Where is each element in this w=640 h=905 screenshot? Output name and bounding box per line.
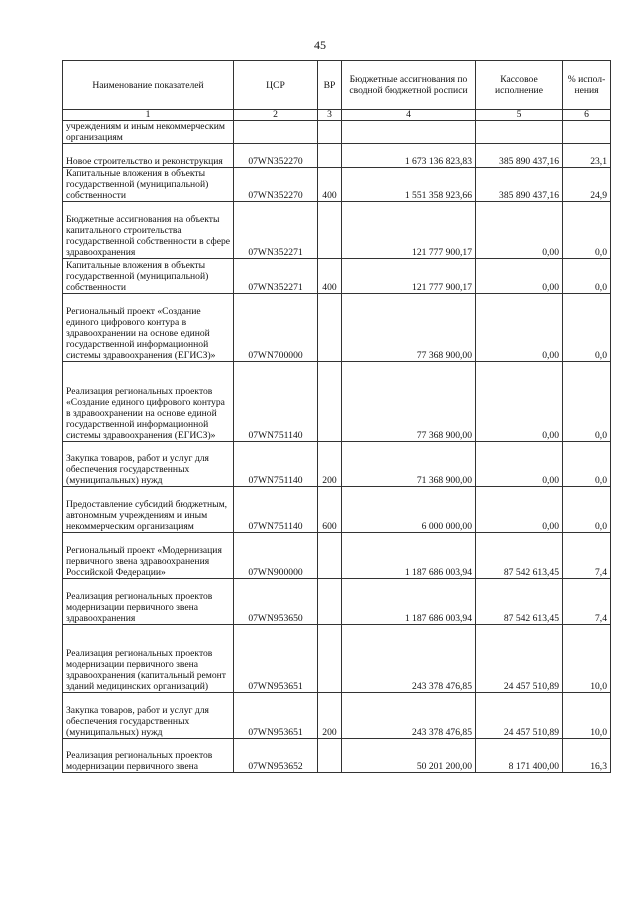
- row-name-cell: Бюджетные ассигнования на объекты капитального строительства государственной собственности в сфере здравоохранения: [63, 202, 234, 259]
- row-csr-cell: 07WN751140: [234, 487, 318, 533]
- row-csr-cell: 07WN751140: [234, 362, 318, 441]
- row-vr-cell: 400: [318, 259, 342, 294]
- row-percent-cell: 0,0: [563, 441, 611, 487]
- row-percent-cell: [563, 121, 611, 144]
- row-vr-cell: 400: [318, 167, 342, 202]
- row-name-cell: Реализация региональных проектов модернизации первичного звена: [63, 738, 234, 773]
- row-csr-cell: 07WN953650: [234, 578, 318, 624]
- row-budget-cell: 6 000 000,00: [342, 487, 476, 533]
- header-vr: ВР: [318, 61, 342, 110]
- row-csr-cell: 07WN751140: [234, 441, 318, 487]
- row-vr-cell: 600: [318, 487, 342, 533]
- row-cash-cell: 0,00: [476, 259, 563, 294]
- row-csr-cell: 07WN953652: [234, 738, 318, 773]
- row-cash-cell: 8 171 400,00: [476, 738, 563, 773]
- row-name-cell: Капитальные вложения в объекты государственной (муниципальной) собственности: [63, 167, 234, 202]
- row-cash-cell: 0,00: [476, 487, 563, 533]
- row-cash-cell: 24 457 510,89: [476, 624, 563, 692]
- page-number: 45: [314, 38, 326, 52]
- table-row: [63, 738, 611, 773]
- row-percent-cell: 0,0: [563, 259, 611, 294]
- row-csr-cell: 07WN352270: [234, 167, 318, 202]
- table-row: [63, 202, 611, 259]
- header-execution-percent: % испол-нения: [563, 61, 611, 110]
- row-csr-cell: 07WN900000: [234, 533, 318, 579]
- row-vr-cell: 200: [318, 692, 342, 738]
- table-row: [63, 441, 611, 487]
- row-budget-cell: 121 777 900,17: [342, 202, 476, 259]
- row-name-cell: Реализация региональных проектов модернизации первичного звена здравоохранения (капитальный ремонт зданий медицинских организаций): [63, 624, 234, 692]
- row-budget-cell: 71 368 900,00: [342, 441, 476, 487]
- table-body: [63, 121, 611, 773]
- row-cash-cell: 0,00: [476, 202, 563, 259]
- row-vr-cell: [318, 738, 342, 773]
- row-percent-cell: 23,1: [563, 144, 611, 167]
- column-number: 2: [234, 110, 318, 121]
- row-cash-cell: 385 890 437,16: [476, 144, 563, 167]
- row-name-cell: учреждениям и иным некоммерческим организациям: [63, 121, 234, 144]
- table-row: [63, 533, 611, 579]
- row-budget-cell: 121 777 900,17: [342, 259, 476, 294]
- column-number: 6: [563, 110, 611, 121]
- header-cash-execution: Кассовое исполнение: [476, 61, 563, 110]
- column-number: 3: [318, 110, 342, 121]
- row-vr-cell: [318, 624, 342, 692]
- row-budget-cell: 77 368 900,00: [342, 362, 476, 441]
- row-vr-cell: [318, 121, 342, 144]
- row-csr-cell: 07WN352270: [234, 144, 318, 167]
- row-csr-cell: 07WN352271: [234, 259, 318, 294]
- row-percent-cell: 0,0: [563, 362, 611, 441]
- row-budget-cell: 77 368 900,00: [342, 293, 476, 361]
- row-cash-cell: 0,00: [476, 293, 563, 361]
- row-name-cell: Региональный проект «Создание единого цифрового контура в здравоохранении на основе единой государственной информационной системы здравоохранения (ЕГИСЗ)»: [63, 293, 234, 361]
- row-budget-cell: 50 201 200,00: [342, 738, 476, 773]
- row-percent-cell: 7,4: [563, 533, 611, 579]
- row-cash-cell: 87 542 613,45: [476, 533, 563, 579]
- table-row: [63, 692, 611, 738]
- table-row: [63, 167, 611, 202]
- row-budget-cell: 1 187 686 003,94: [342, 533, 476, 579]
- row-percent-cell: 0,0: [563, 202, 611, 259]
- row-name-cell: Капитальные вложения в объекты государственной (муниципальной) собственности: [63, 259, 234, 294]
- row-cash-cell: 24 457 510,89: [476, 692, 563, 738]
- row-budget-cell: 243 378 476,85: [342, 692, 476, 738]
- header-budget-allocations: Бюджетные ассигнования по сводной бюджетной росписи: [342, 61, 476, 110]
- row-csr-cell: [234, 121, 318, 144]
- row-name-cell: Реализация региональных проектов «Создание единого цифрового контура в здравоохранении на основе единой государственной информационной системы здравоохранения (ЕГИСЗ)»: [63, 362, 234, 441]
- row-name-cell: Закупка товаров, работ и услуг для обеспечения государственных (муниципальных) нужд: [63, 441, 234, 487]
- row-vr-cell: [318, 362, 342, 441]
- row-vr-cell: [318, 533, 342, 579]
- row-vr-cell: 200: [318, 441, 342, 487]
- row-name-cell: Предоставление субсидий бюджетным, автономным учреждениям и иным некоммерческим организациям: [63, 487, 234, 533]
- row-name-cell: Реализация региональных проектов модернизации первичного звена здравоохранения: [63, 578, 234, 624]
- row-percent-cell: 10,0: [563, 692, 611, 738]
- row-percent-cell: 10,0: [563, 624, 611, 692]
- row-budget-cell: 1 187 686 003,94: [342, 578, 476, 624]
- column-number: 4: [342, 110, 476, 121]
- table-row: [63, 578, 611, 624]
- row-cash-cell: 87 542 613,45: [476, 578, 563, 624]
- table-row: [63, 624, 611, 692]
- table-header-row: [63, 61, 611, 110]
- table-row: [63, 144, 611, 167]
- row-percent-cell: 16,3: [563, 738, 611, 773]
- row-budget-cell: [342, 121, 476, 144]
- header-csr: ЦСР: [234, 61, 318, 110]
- column-number: 1: [63, 110, 234, 121]
- table-row: [63, 362, 611, 441]
- row-name-cell: Закупка товаров, работ и услуг для обеспечения государственных (муниципальных) нужд: [63, 692, 234, 738]
- table-row: [63, 121, 611, 144]
- column-number: 5: [476, 110, 563, 121]
- row-budget-cell: 1 551 358 923,66: [342, 167, 476, 202]
- table-row: [63, 293, 611, 361]
- table-row: [63, 487, 611, 533]
- row-percent-cell: 0,0: [563, 487, 611, 533]
- table-row: [63, 259, 611, 294]
- row-budget-cell: 243 378 476,85: [342, 624, 476, 692]
- row-cash-cell: [476, 121, 563, 144]
- row-csr-cell: 07WN352271: [234, 202, 318, 259]
- row-percent-cell: 24,9: [563, 167, 611, 202]
- row-vr-cell: [318, 293, 342, 361]
- budget-table: [62, 60, 611, 773]
- row-cash-cell: 0,00: [476, 362, 563, 441]
- row-cash-cell: 385 890 437,16: [476, 167, 563, 202]
- row-name-cell: Новое строительство и реконструкция: [63, 144, 234, 167]
- column-numbers-row: [63, 110, 611, 121]
- row-csr-cell: 07WN953651: [234, 692, 318, 738]
- row-csr-cell: 07WN953651: [234, 624, 318, 692]
- row-name-cell: Региональный проект «Модернизация первичного звена здравоохранения Российской Федерации»: [63, 533, 234, 579]
- row-percent-cell: 0,0: [563, 293, 611, 361]
- row-percent-cell: 7,4: [563, 578, 611, 624]
- row-csr-cell: 07WN700000: [234, 293, 318, 361]
- row-cash-cell: 0,00: [476, 441, 563, 487]
- row-budget-cell: 1 673 136 823,83: [342, 144, 476, 167]
- row-vr-cell: [318, 578, 342, 624]
- header-indicator-name: Наименование показателей: [63, 61, 234, 110]
- row-vr-cell: [318, 144, 342, 167]
- row-vr-cell: [318, 202, 342, 259]
